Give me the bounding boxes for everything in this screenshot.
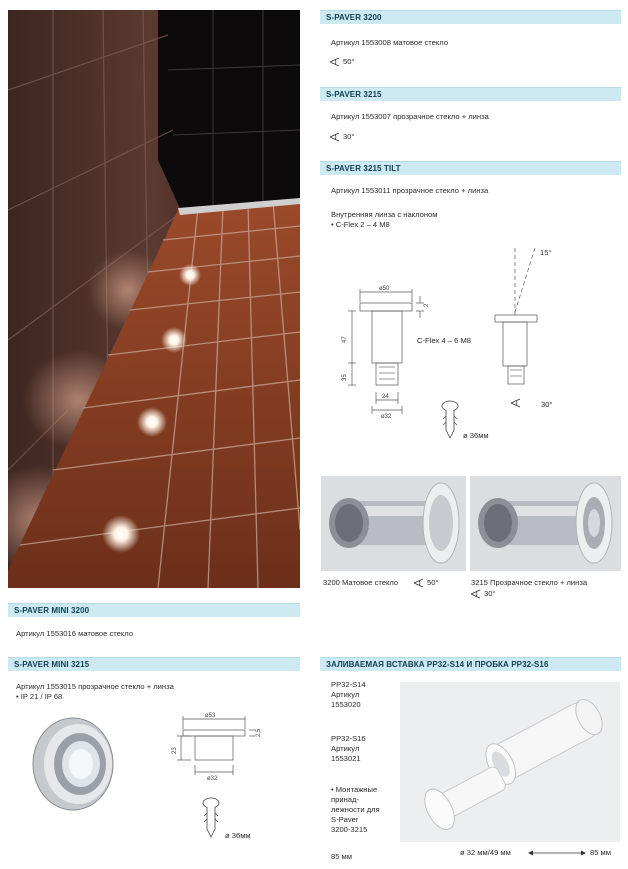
beam-angle-value: 30° — [484, 589, 496, 598]
caption-3200: 3200 Матовое стекло — [323, 578, 399, 587]
section-header-mini-3200: S-PAVER MINI 3200 — [8, 603, 300, 617]
dim-label: 2 — [424, 303, 430, 307]
photo-mini-3215 — [26, 712, 121, 817]
photo-3200 — [321, 476, 466, 571]
dim-label: ø50 — [379, 286, 390, 292]
bottom-length-label: 85 мм — [590, 848, 611, 857]
article-s-paver-3215: Артикул 1553007 прозрачное стекло + линза — [331, 112, 489, 121]
hole-diameter-label: ø 36мм — [225, 831, 251, 840]
beam-angle-s-paver-3215 — [329, 132, 354, 142]
dim-label: 24 — [382, 394, 389, 400]
dim-label: 47 — [342, 336, 348, 343]
dim-label: ø53 — [205, 713, 216, 719]
dim-label: ø32 — [381, 414, 392, 420]
dim-label: 35 — [342, 374, 348, 381]
beam-angle-tilt — [510, 398, 522, 408]
plug-details — [331, 734, 401, 764]
bathroom-floor-photo — [8, 10, 300, 588]
anchor-plug-icon — [440, 400, 460, 440]
dim-label: 2,5 — [256, 728, 262, 737]
plug-article: 1553021 — [331, 754, 361, 763]
section-header-mini-3215: S-PAVER MINI 3215 — [8, 657, 300, 671]
dim-label: ø32 — [207, 776, 218, 782]
dim-label: 23 — [172, 747, 178, 754]
note-line: • Монтажные — [331, 785, 378, 794]
section-header-s-paver-3215: S-PAVER 3215 — [320, 87, 621, 101]
angle-top-label: 15° — [540, 248, 552, 257]
length-arrow — [528, 849, 586, 857]
section-header-s-paver-3215-tilt: S-PAVER 3215 TILT — [320, 161, 621, 175]
caption-3215-angle — [470, 589, 495, 599]
caption-3200-angle — [413, 578, 438, 588]
length-left-label: 85 мм — [331, 852, 352, 861]
beam-angle-icon — [470, 589, 482, 599]
plug-code: PP32-S16 — [331, 734, 366, 743]
beam-angle-icon — [510, 398, 522, 408]
article-mini-3215: Артикул 1553015 прозрачное стекло + линза — [16, 682, 174, 691]
beam-angle-icon — [329, 132, 341, 142]
technical-drawing-tilt — [330, 240, 620, 445]
beam-angle-icon — [329, 57, 341, 67]
bottom-diameter-label: ø 32 мм/49 мм — [460, 848, 511, 857]
beam-angle-icon — [413, 578, 425, 588]
mounting-note — [331, 785, 401, 835]
inner-lens-note: Внутренняя линза с наклоном — [331, 210, 438, 219]
caption-3215: 3215 Прозрачное стекло + линза — [471, 578, 588, 587]
article-s-paver-3200: Артикул 1553008 матовое стекло — [331, 38, 449, 47]
insert-details — [331, 680, 401, 710]
section-header-s-paver-3200: S-PAVER 3200 — [320, 10, 621, 24]
note-line: 3200-3215 — [331, 825, 368, 834]
beam-angle-value: 50° — [427, 578, 439, 587]
beam-angle-value: 30° — [343, 132, 355, 141]
section-header-insert: ЗАЛИВАЕМАЯ ВСТАВКА PP32-S14 И ПРОБКА PP32-S16 — [320, 657, 621, 671]
ip-rating-bullet: • IP 21 / IP 68 — [16, 692, 63, 701]
cflex-label: C-Flex 4 – 6 M8 — [417, 336, 472, 345]
hole-diameter-label: ø 36мм — [463, 431, 489, 440]
technical-drawing-mini — [165, 705, 285, 850]
beam-angle-value: 50° — [343, 57, 355, 66]
note-line: лежности для — [331, 805, 380, 814]
insert-plug-photo — [400, 682, 620, 842]
insert-code: PP32-S14 — [331, 680, 366, 689]
article-s-paver-3215-tilt: Артикул 1553011 прозрачное стекло + линза — [331, 186, 489, 195]
photo-3215 — [470, 476, 621, 571]
insert-article-label: Артикул — [331, 690, 360, 699]
note-line: принад- — [331, 795, 359, 804]
angle-bottom-label: 30° — [541, 400, 553, 409]
beam-angle-s-paver-3200 — [329, 57, 354, 67]
note-line: S-Paver — [331, 815, 359, 824]
article-mini-3200: Артикул 1553016 матовое стекло — [16, 629, 134, 638]
cflex-bullet: • C-Flex 2 – 4 M8 — [331, 220, 390, 229]
plug-article-label: Артикул — [331, 744, 360, 753]
insert-article: 1553020 — [331, 700, 361, 709]
anchor-plug-icon — [201, 797, 221, 839]
